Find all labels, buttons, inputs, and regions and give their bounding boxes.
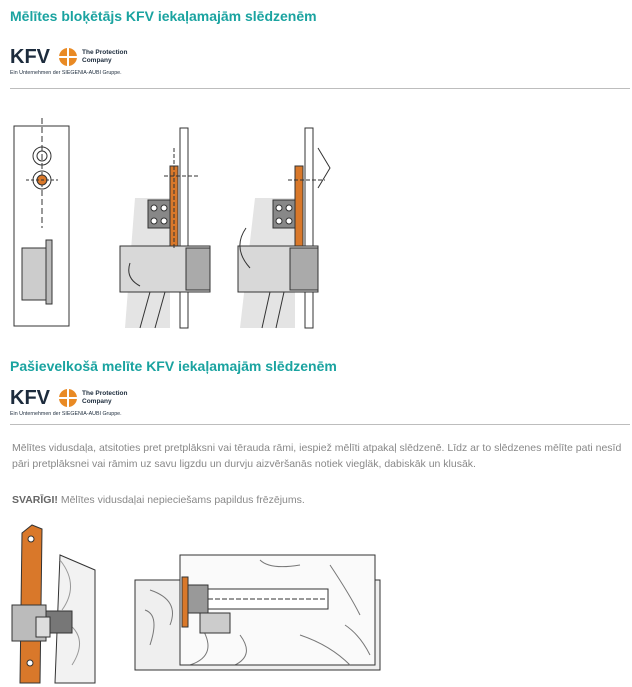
self-retracting-latch-drawing (0, 515, 400, 685)
logo-subline: Ein Unternehmen der SIEGENIA-AUBI Gruppe. (10, 411, 122, 417)
section-title-self-retracting-latch: Pašievelkošā melīte KFV iekaļamajām slēdzenēm (10, 358, 337, 374)
important-label: SVARĪGI! (12, 494, 58, 506)
logo-brand: KFV (10, 46, 50, 68)
logo-subline: Ein Unternehmen der SIEGENIA-AUBI Gruppe. (10, 70, 122, 76)
kfv-logo (10, 46, 140, 80)
latch-blocker-technical-drawing (0, 118, 360, 338)
logo-tagline-1: The Protection (82, 49, 128, 56)
logo-tagline-1: The Protection (82, 390, 128, 397)
logo-tagline-2: Company (82, 398, 112, 405)
logo-cross-icon (59, 48, 77, 66)
important-note (12, 492, 627, 508)
divider (10, 88, 630, 89)
logo-brand: KFV (10, 387, 50, 409)
logo-tagline-2: Company (82, 57, 112, 64)
logo-cross-icon (59, 389, 77, 407)
divider (10, 424, 630, 425)
section-title-latch-blocker: Mēlītes bloķētājs KFV iekaļamajām slēdzenēm (10, 8, 317, 24)
description-paragraph: Mēlītes vidusdaļa, atsitoties pret pretplāksni vai tērauda rāmi, iespiež mēlīti atpakaļ slēdzenē. Līdz ar to slēdzenes mēlīte pati nesīd pāri pretplāksnei vai rāmim uz savu ligzdu un durvju aizvēršanās notiek viegläk, dabiskāk un klusāk. (12, 442, 622, 470)
important-text: Mēlītes vidusdaļai nepieciešams papildus frēzējums. (57, 494, 305, 506)
kfv-logo (10, 387, 140, 421)
